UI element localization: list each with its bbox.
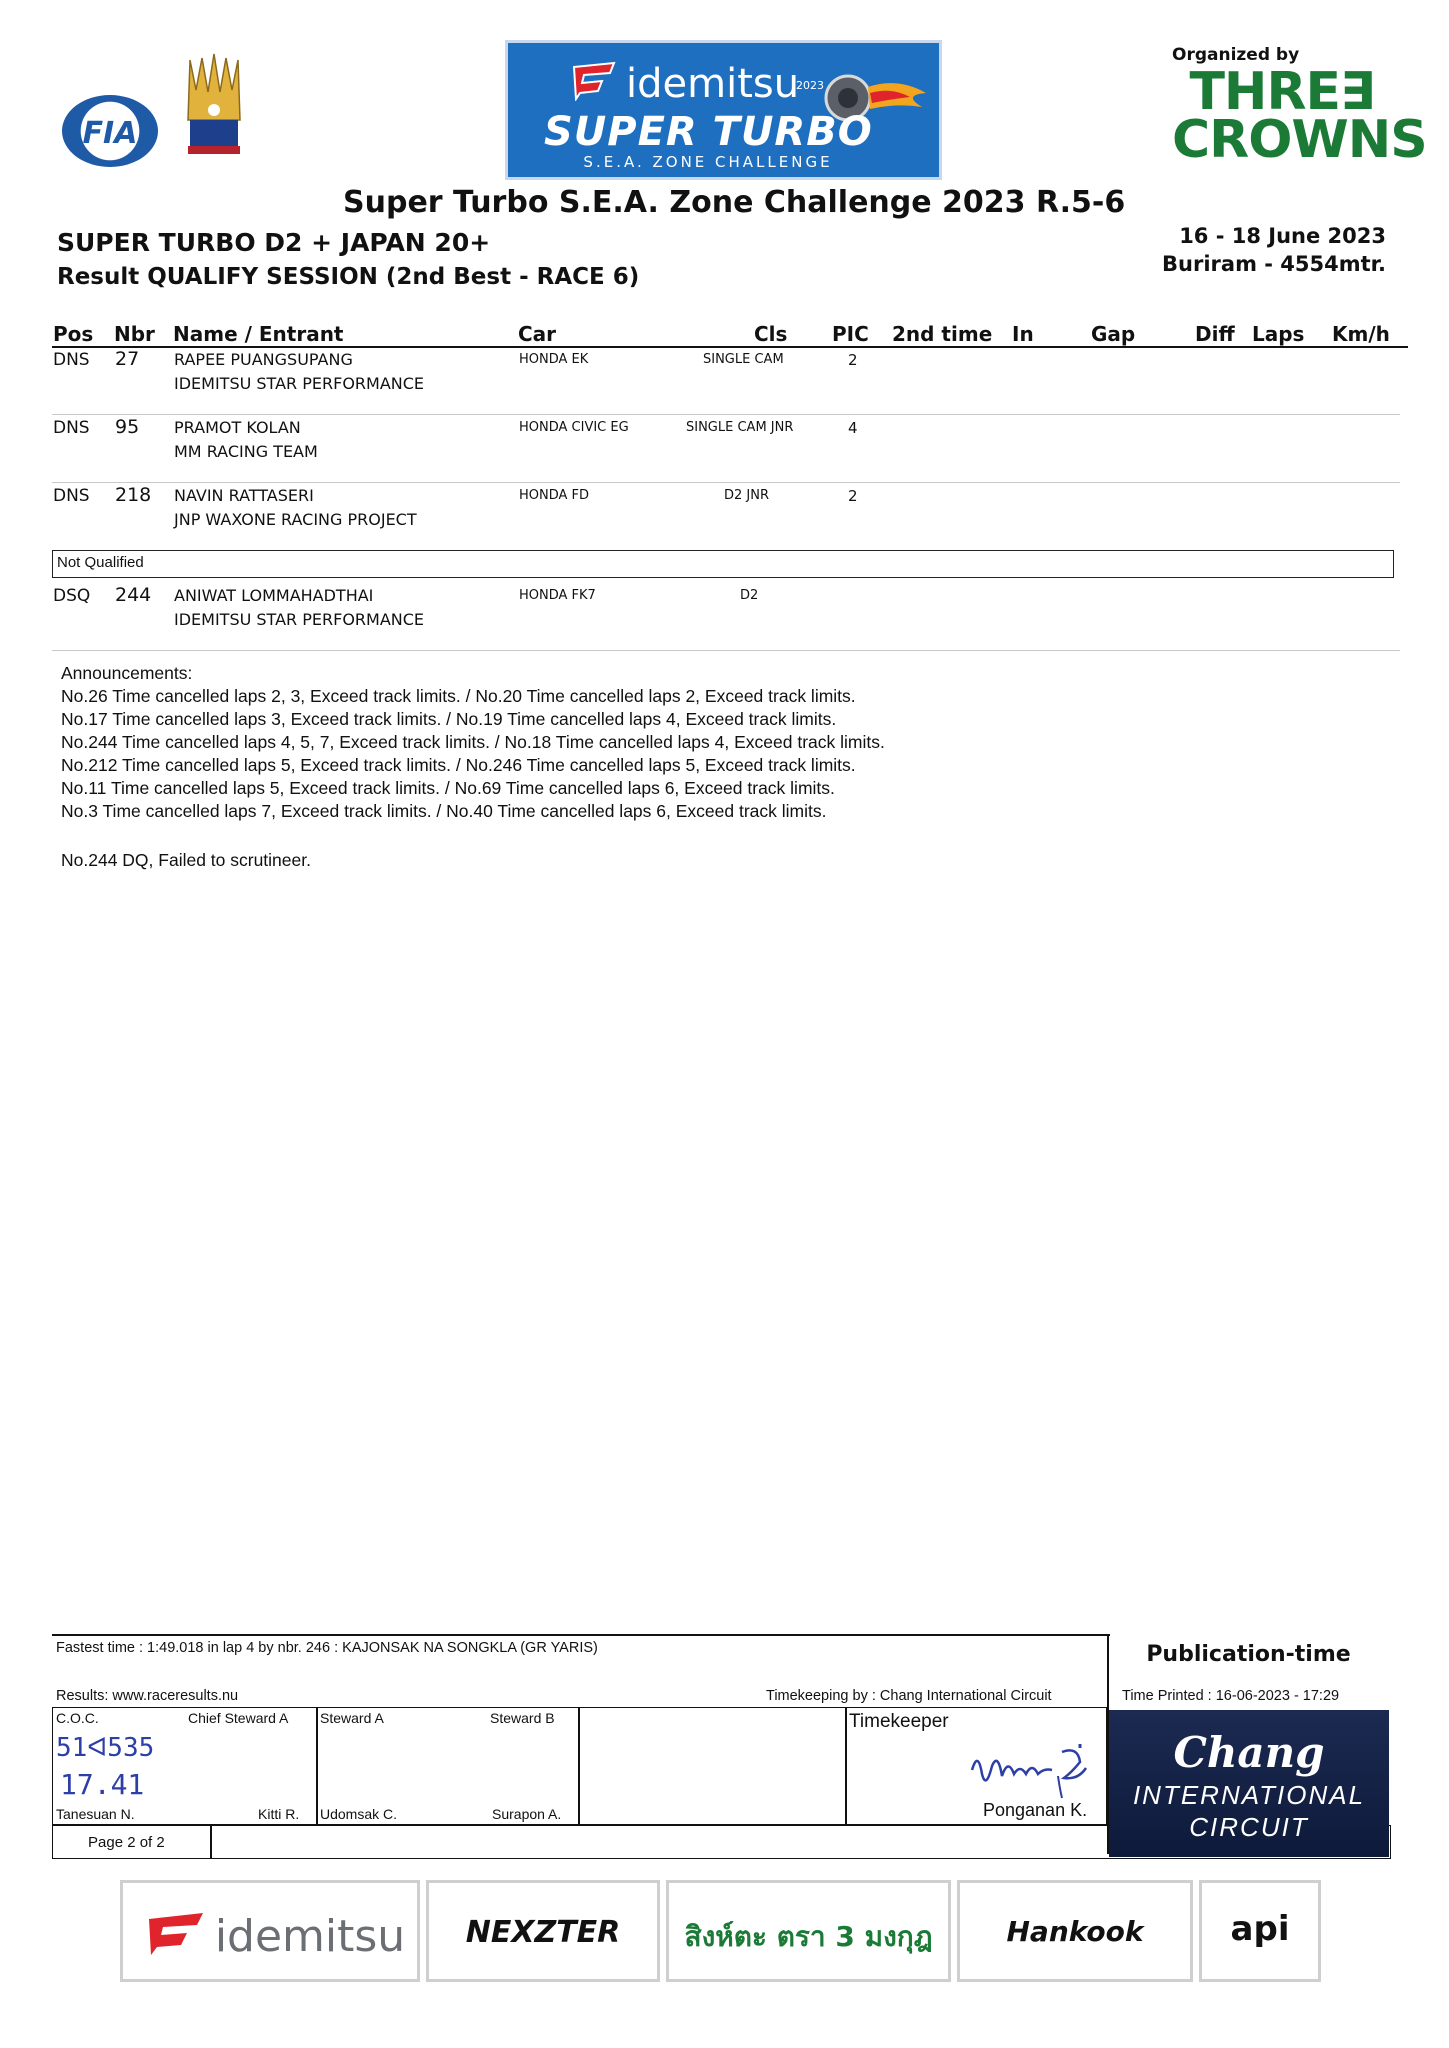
not-qualified-label: Not Qualified [57,554,144,571]
announcement-line: No.244 Time cancelled laps 4, 5, 7, Exceed track limits. / No.18 Time cancelled laps 4, Exceed track limits. [61,732,885,752]
row-pos: DNS [53,350,90,370]
row-pic: 4 [848,419,858,437]
announcement-line: No.3 Time cancelled laps 7, Exceed track limits. / No.40 Time cancelled laps 6, Exceed track limits. [61,801,827,821]
event-subtitle: S.E.A. ZONE CHALLENGE [583,153,833,171]
session-title: Result QUALIFY SESSION (2nd Best - RACE 6) [57,264,640,290]
row-cls: D2 [740,588,759,603]
row-nbr: 27 [115,348,140,370]
coc-name: Tanesuan N. [56,1806,135,1822]
announcements-heading: Announcements: [61,663,193,683]
announcement-line: No.11 Time cancelled laps 5, Exceed track limits. / No.69 Time cancelled laps 6, Exceed track limits. [61,778,835,798]
page-footer-divider [210,1825,212,1859]
fia-logo: FIA [62,95,158,167]
class-title: SUPER TURBO D2 + JAPAN 20+ [57,228,491,257]
organizer-logo-line2: CROWNS [1172,110,1427,170]
coc-handwritten-note: 51ᐊ535 [56,1733,155,1763]
event-date: 16 - 18 June 2023 [1179,224,1386,248]
sponsor-three-crowns: สิงห์ตะ ตรา 3 มงกุฎ [666,1880,951,1982]
row-entrant: IDEMITSU STAR PERFORMANCE [174,374,425,393]
row-nbr: 95 [115,416,140,438]
announcement-line: No.17 Time cancelled laps 3, Exceed track limits. / No.19 Time cancelled laps 4, Exceed track limits. [61,709,837,729]
row-nbr: 218 [115,484,152,506]
row-name: PRAMOT KOLAN [174,418,301,437]
event-year-badge: 2023 [796,79,824,92]
announcement-line: No.26 Time cancelled laps 2, 3, Exceed track limits. / No.20 Time cancelled laps 2, Exceed track limits. [61,686,856,706]
col-header-name: Name / Entrant [173,322,344,346]
sponsor-api: api [1199,1880,1321,1982]
col-header-kmh: Km/h [1332,322,1390,346]
col-header-car: Car [518,322,557,346]
event-brand: idemitsu [626,61,800,107]
results-url: Results: www.raceresults.nu [56,1688,239,1704]
not-qualified-box [52,550,1394,578]
time-printed: Time Printed : 16-06-2023 - 17:29 [1122,1688,1340,1704]
row-cls: D2 JNR [724,488,770,503]
footer-rule [52,1634,1110,1636]
row-name: NAVIN RATTASERI [174,486,314,505]
col-header-pos: Pos [53,322,94,346]
steward-a-label: Steward A [320,1710,384,1726]
srrm-crest-logo [182,50,246,160]
row-pic: 2 [848,351,858,369]
sponsor-idemitsu: idemitsu [120,1880,420,1982]
coc-label: C.O.C. [56,1710,99,1726]
circuit-logo [1109,1710,1389,1857]
grid-divider [578,1707,580,1825]
col-header-cls: Cls [754,322,788,346]
timekeeping-by: Timekeeping by : Chang International Circuit [766,1688,1052,1704]
sponsor-nexzter: NEXZTER [426,1880,660,1982]
row-car: HONDA CIVIC EG [519,420,629,435]
row-entrant: IDEMITSU STAR PERFORMANCE [174,610,425,629]
circuit-logo-line3: CIRCUIT [1189,1812,1309,1842]
steward-b-label: Steward B [490,1710,555,1726]
steward-a-name: Udomsak C. [320,1806,398,1822]
circuit-logo-line2: INTERNATIONAL [1132,1780,1366,1810]
organizer-logo [1172,62,1427,170]
header-rule [52,346,1408,348]
page-title: Super Turbo S.E.A. Zone Challenge 2023 R.5-6 [343,185,1126,220]
col-header-in: In [1012,322,1034,346]
idemitsu-flame-icon [145,1911,207,1957]
page-number: Page 2 of 2 [88,1834,165,1851]
col-header-gap: Gap [1091,322,1136,346]
row-cls: SINGLE CAM [703,352,784,367]
row-pos: DNS [53,418,90,438]
row-car: HONDA FK7 [519,588,596,603]
organizer-label: Organized by [1172,45,1300,65]
chief-steward-label: Chief Steward A [188,1710,289,1726]
announcements [61,662,885,823]
col-header-2nd-time: 2nd time [892,322,993,346]
event-logo [505,40,942,180]
col-header-nbr: Nbr [114,322,155,346]
row-cls: SINGLE CAM JNR [686,420,794,435]
steward-b-name: Surapon A. [492,1806,562,1822]
organizer-logo-line1: THRE∃ [1189,62,1375,122]
timekeeper-name: Ponganan K. [983,1800,1088,1820]
row-pos: DSQ [53,586,91,606]
row-car: HONDA EK [519,352,589,367]
timekeeper-signature [968,1740,1096,1800]
event-venue: Buriram - 4554mtr. [1162,252,1386,276]
row-nbr: 244 [115,584,152,606]
chief-steward-name: Kitti R. [258,1806,300,1822]
row-name: ANIWAT LOMMAHADTHAI [174,586,374,605]
timekeeper-label: Timekeeper [849,1711,949,1732]
grid-divider [316,1707,318,1825]
dq-note: No.244 DQ, Failed to scrutineer. [61,850,311,870]
idemitsu-flame-icon [570,61,618,101]
row-divider [52,414,1400,415]
sponsor-hankook: Hankook [957,1880,1193,1982]
row-car: HONDA FD [519,488,590,503]
row-entrant: JNP WAXONE RACING PROJECT [174,510,417,529]
fastest-time: Fastest time : 1:49.018 in lap 4 by nbr. 246 : KAJONSAK NA SONGKLA (GR YARIS) [56,1640,598,1656]
publication-title: Publication-time [1146,1642,1351,1667]
col-header-laps: Laps [1252,322,1305,346]
col-header-pic: PIC [832,322,869,346]
grid-divider [845,1707,847,1825]
row-divider [52,482,1400,483]
col-header-diff: Diff [1195,322,1235,346]
announcement-line: No.212 Time cancelled laps 5, Exceed track limits. / No.246 Time cancelled laps 5, Exceed track limits. [61,755,856,775]
event-series: SUPER TURBO [544,109,873,155]
row-pic: 2 [848,487,858,505]
row-entrant: MM RACING TEAM [174,442,318,461]
row-pos: DNS [53,486,90,506]
row-name: RAPEE PUANGSUPANG [174,350,353,369]
row-divider [52,650,1400,651]
circuit-logo-line1: Chang [1173,1728,1325,1777]
coc-handwritten-time: 17.41 [60,1768,145,1801]
